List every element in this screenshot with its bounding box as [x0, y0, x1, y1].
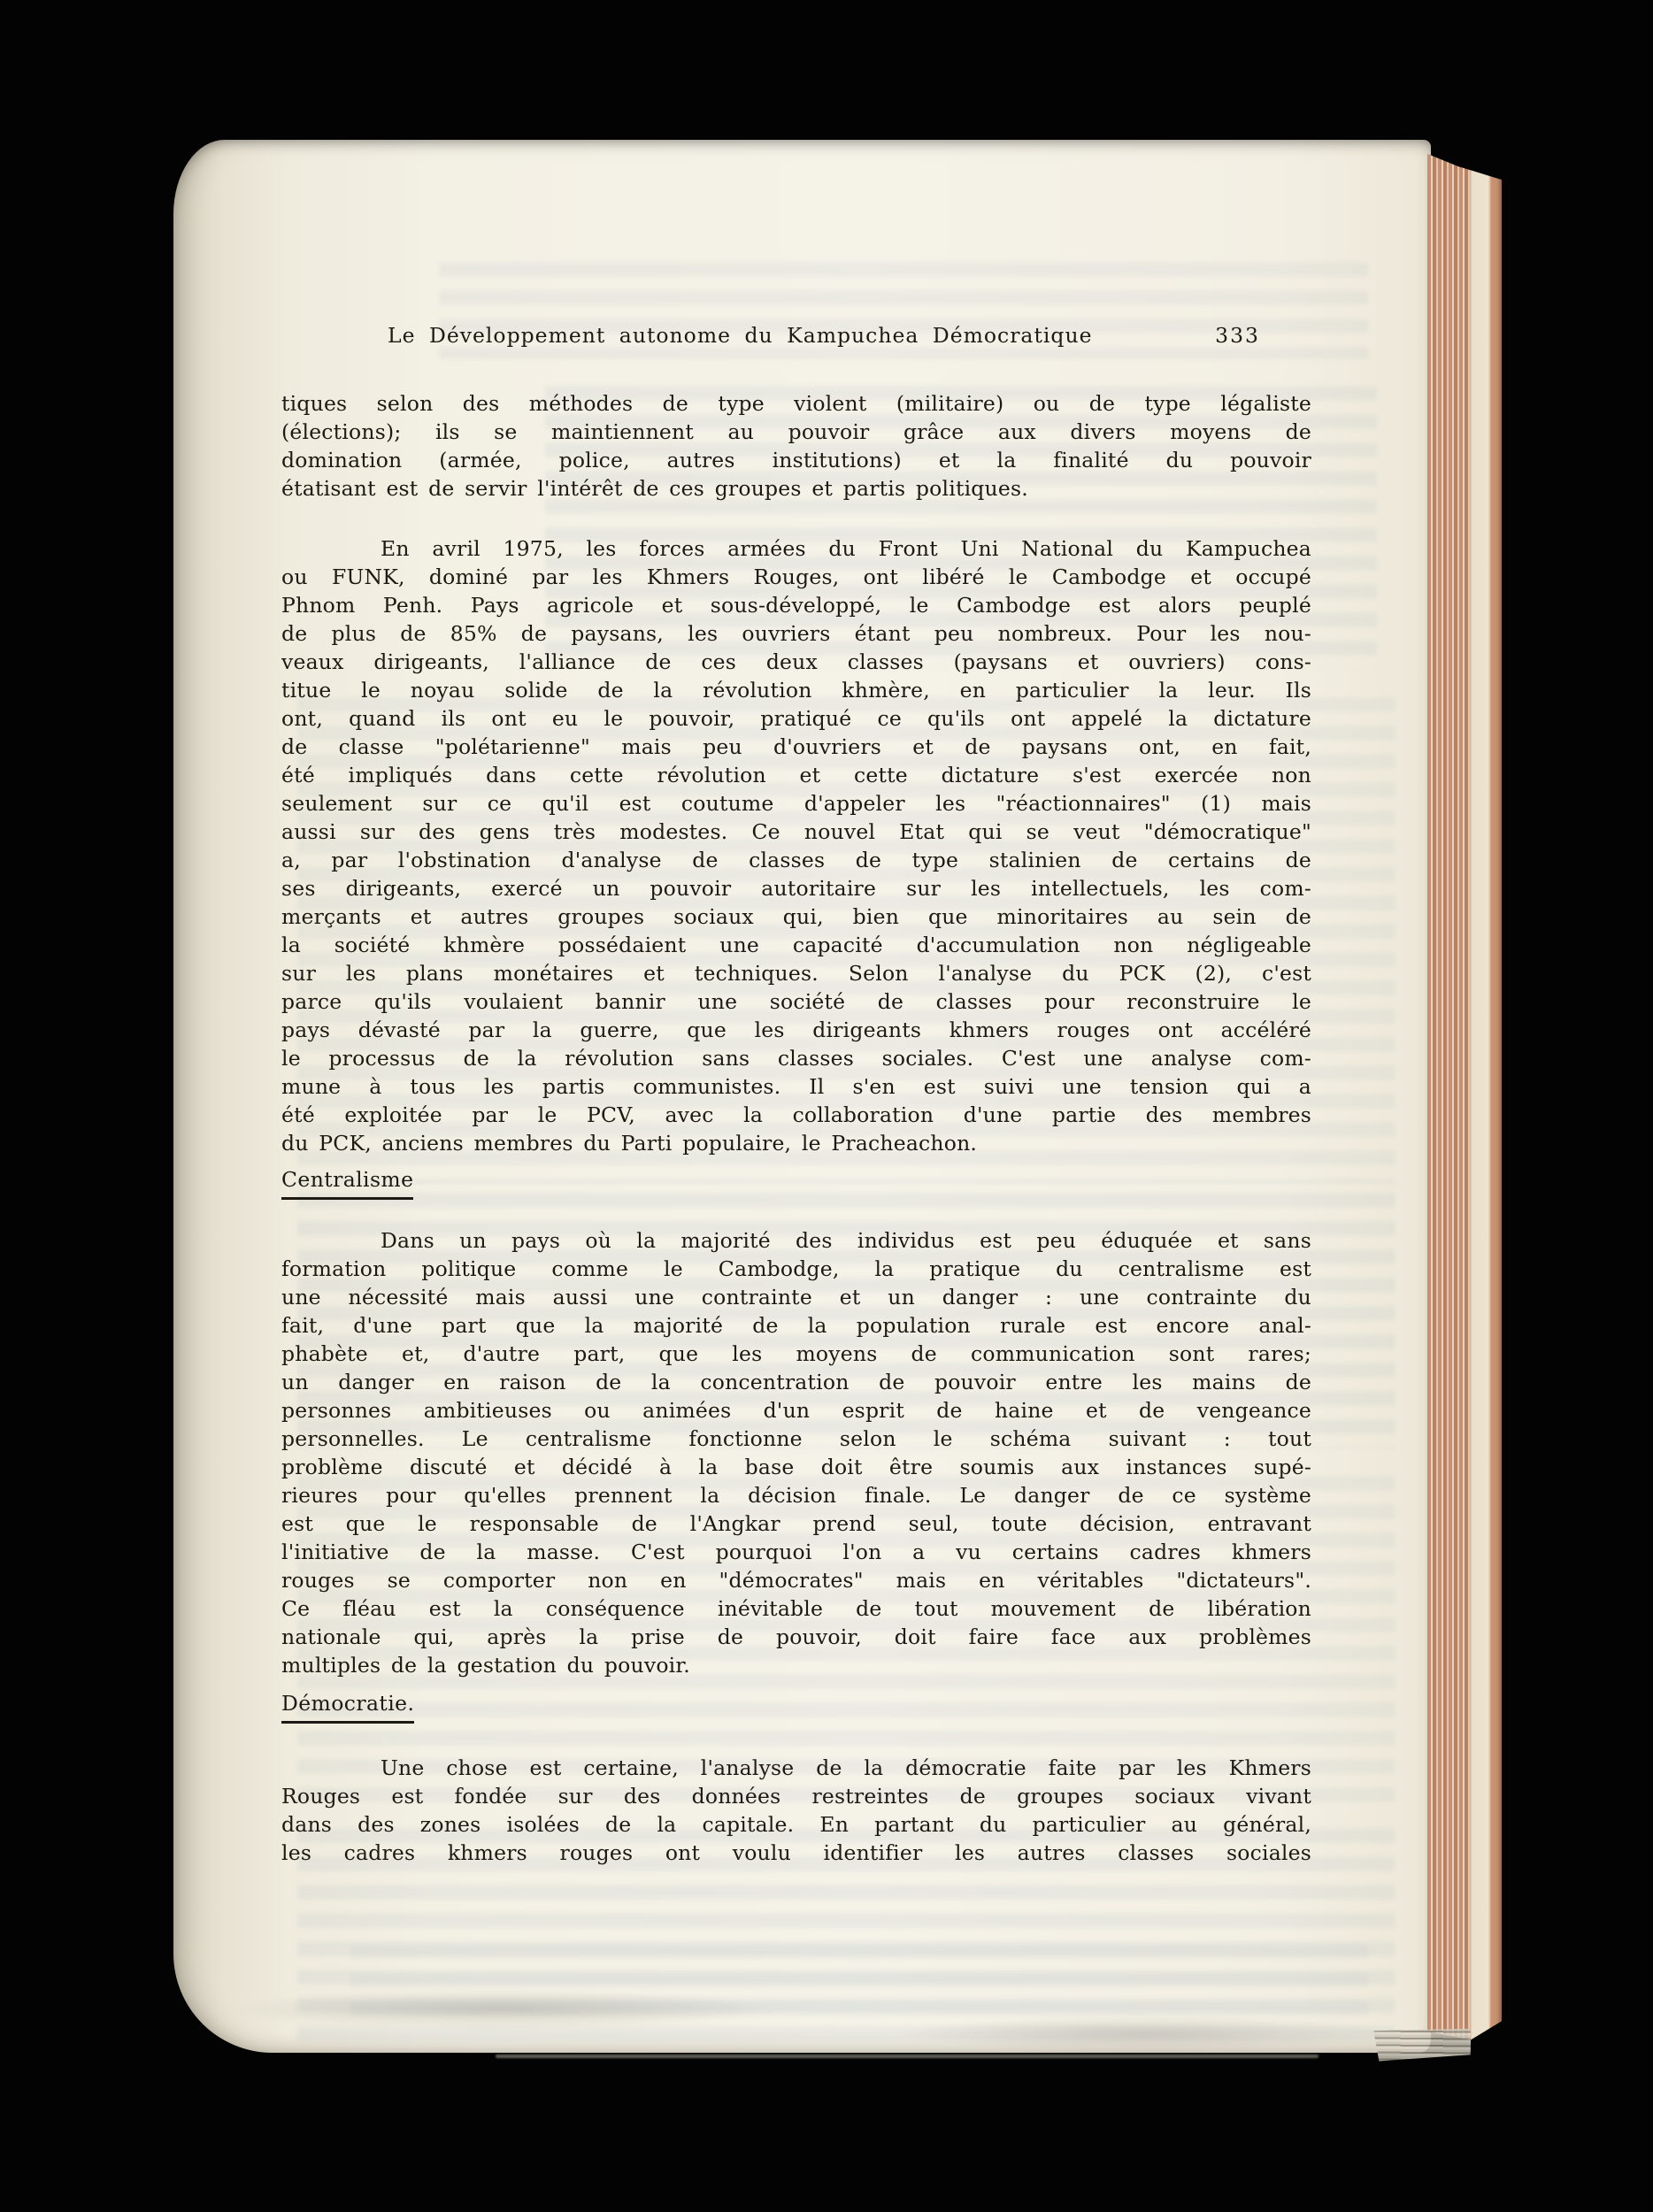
text-line: veaux dirigeants, l'alliance de ces deux classes (paysans et ouvriers) cons- — [281, 649, 1311, 674]
text-line: est que le responsable de l'Angkar prend seul, toute décision, entravant — [281, 1511, 1311, 1536]
text-line: problème discuté et décidé à la base doit être soumis aux instances supé- — [281, 1455, 1311, 1479]
text-line: du PCK, anciens membres du Parti populaire, le Pracheachon. — [281, 1131, 978, 1156]
next-page-edge — [496, 2055, 1319, 2058]
text-line: Dans un pays où la majorité des individus est peu éduquée et sans — [381, 1228, 1311, 1253]
text-line: multiples de la gestation du pouvoir. — [281, 1653, 690, 1678]
text-line: Ce fléau est la conséquence inévitable de tout mouvement de libération — [281, 1596, 1311, 1621]
running-title: Le Développement autonome du Kampuchea Démocratique — [388, 323, 1093, 348]
text-line: une nécessité mais aussi une contrainte et un danger : une contrainte du — [281, 1285, 1311, 1310]
text-line: le processus de la révolution sans classes sociales. C'est une analyse com- — [281, 1046, 1311, 1071]
text-line: domination (armée, police, autres institutions) et la finalité du pouvoir — [281, 448, 1311, 472]
text-line: En avril 1975, les forces armées du Front Uni National du Kampuchea — [381, 536, 1311, 561]
text-line: de classe "polétarienne" mais peu d'ouvriers et de paysans ont, en fait, — [281, 734, 1311, 759]
text-line: mune à tous les partis communistes. Il s'en est suivi une tension qui a — [281, 1074, 1311, 1099]
text-line: formation politique comme le Cambodge, la pratique du centralisme est — [281, 1256, 1311, 1281]
text-line: titue le noyau solide de la révolution khmère, en particulier la leur. Ils — [281, 678, 1311, 703]
paragraph-avril-1975 — [281, 534, 1311, 1157]
running-head — [281, 320, 1311, 350]
text-line: fait, d'une part que la majorité de la population rurale est encore anal- — [281, 1313, 1311, 1338]
text-line: rieures pour qu'elles prennent la décision finale. Le danger de ce système — [281, 1483, 1311, 1508]
text-line: de plus de 85% de paysans, les ouvriers étant peu nombreux. Pour les nou- — [281, 621, 1311, 646]
text-line: nationale qui, après la prise de pouvoir, doit faire face aux problèmes — [281, 1624, 1311, 1649]
page-content — [173, 140, 1431, 2053]
text-line: la société khmère possédaient une capacité d'accumulation non négligeable — [281, 933, 1311, 957]
text-line: été impliqués dans cette révolution et cette dictature s'est exercée non — [281, 763, 1311, 787]
text-line: l'initiative de la masse. C'est pourquoi l'on a vu certains cadres khmers — [281, 1540, 1311, 1564]
book-page — [173, 140, 1431, 2053]
text-line: ont, quand ils ont eu le pouvoir, pratiqué ce qu'ils ont appelé la dictature — [281, 706, 1311, 731]
text-line: Une chose est certaine, l'analyse de la démocratie faite par les Khmers — [381, 1755, 1311, 1780]
paragraph-democratie — [281, 1754, 1311, 1867]
text-line: merçants et autres groupes sociaux qui, bien que minoritaires au sein de — [281, 904, 1311, 929]
text-line: rouges se comporter non en "démocrates" mais en véritables "dictateurs". — [281, 1568, 1311, 1593]
text-line: étatisant est de servir l'intérêt de ces groupes et partis politiques. — [281, 476, 1028, 501]
text-line: a, par l'obstination d'analyse de classes de type stalinien de certains de — [281, 848, 1311, 872]
text-line: ou FUNK, dominé par les Khmers Rouges, ont libéré le Cambodge et occupé — [281, 565, 1311, 589]
heading-text: Centralisme — [281, 1168, 413, 1200]
section-heading-centralisme — [281, 1168, 413, 1203]
text-line: été exploitée par le PCV, avec la collaboration d'une partie des membres — [281, 1102, 1311, 1127]
text-line: pays dévasté par la guerre, que les dirigeants khmers rouges ont accéléré — [281, 1018, 1311, 1042]
text-line: (élections); ils se maintiennent au pouvoir grâce aux divers moyens de — [281, 419, 1311, 444]
text-line: parce qu'ils voulaient bannir une société de classes pour reconstruire le — [281, 989, 1311, 1014]
paragraph-centralisme — [281, 1226, 1311, 1679]
text-line: un danger en raison de la concentration de pouvoir entre les mains de — [281, 1370, 1311, 1394]
text-line: aussi sur des gens très modestes. Ce nouvel Etat qui se veut "démocratique" — [281, 819, 1311, 844]
text-line: phabète et, d'autre part, que les moyens de communication sont rares; — [281, 1341, 1311, 1366]
text-line: seulement sur ce qu'il est coutume d'appeler les "réactionnaires" (1) mais — [281, 791, 1311, 816]
section-heading-democratie — [281, 1692, 414, 1727]
page-number: 333 — [1215, 323, 1260, 348]
text-line: sur les plans monétaires et techniques. Selon l'analyse du PCK (2), c'est — [281, 961, 1311, 986]
bottom-page-stack — [1373, 2027, 1471, 2062]
text-line: personnelles. Le centralisme fonctionne selon le schéma suivant : tout — [281, 1426, 1311, 1451]
text-line: les cadres khmers rouges ont voulu identifier les autres classes sociales — [281, 1840, 1311, 1865]
text-line: Phnom Penh. Pays agricole et sous-développé, le Cambodge est alors peuplé — [281, 593, 1311, 618]
text-line: tiques selon des méthodes de type violent (militaire) ou de type légaliste — [281, 391, 1311, 416]
heading-text: Démocratie. — [281, 1692, 414, 1724]
paragraph-intro-continuation — [281, 389, 1311, 503]
text-line: personnes ambitieuses ou animées d'un esprit de haine et de vengeance — [281, 1398, 1311, 1423]
fore-edge-page-stack — [1427, 150, 1502, 2046]
text-line: Rouges est fondée sur des données restreintes de groupes sociaux vivant — [281, 1784, 1311, 1809]
text-line: dans des zones isolées de la capitale. En partant du particulier au général, — [281, 1812, 1311, 1837]
text-line: ses dirigeants, exercé un pouvoir autoritaire sur les intellectuels, les com- — [281, 876, 1311, 901]
